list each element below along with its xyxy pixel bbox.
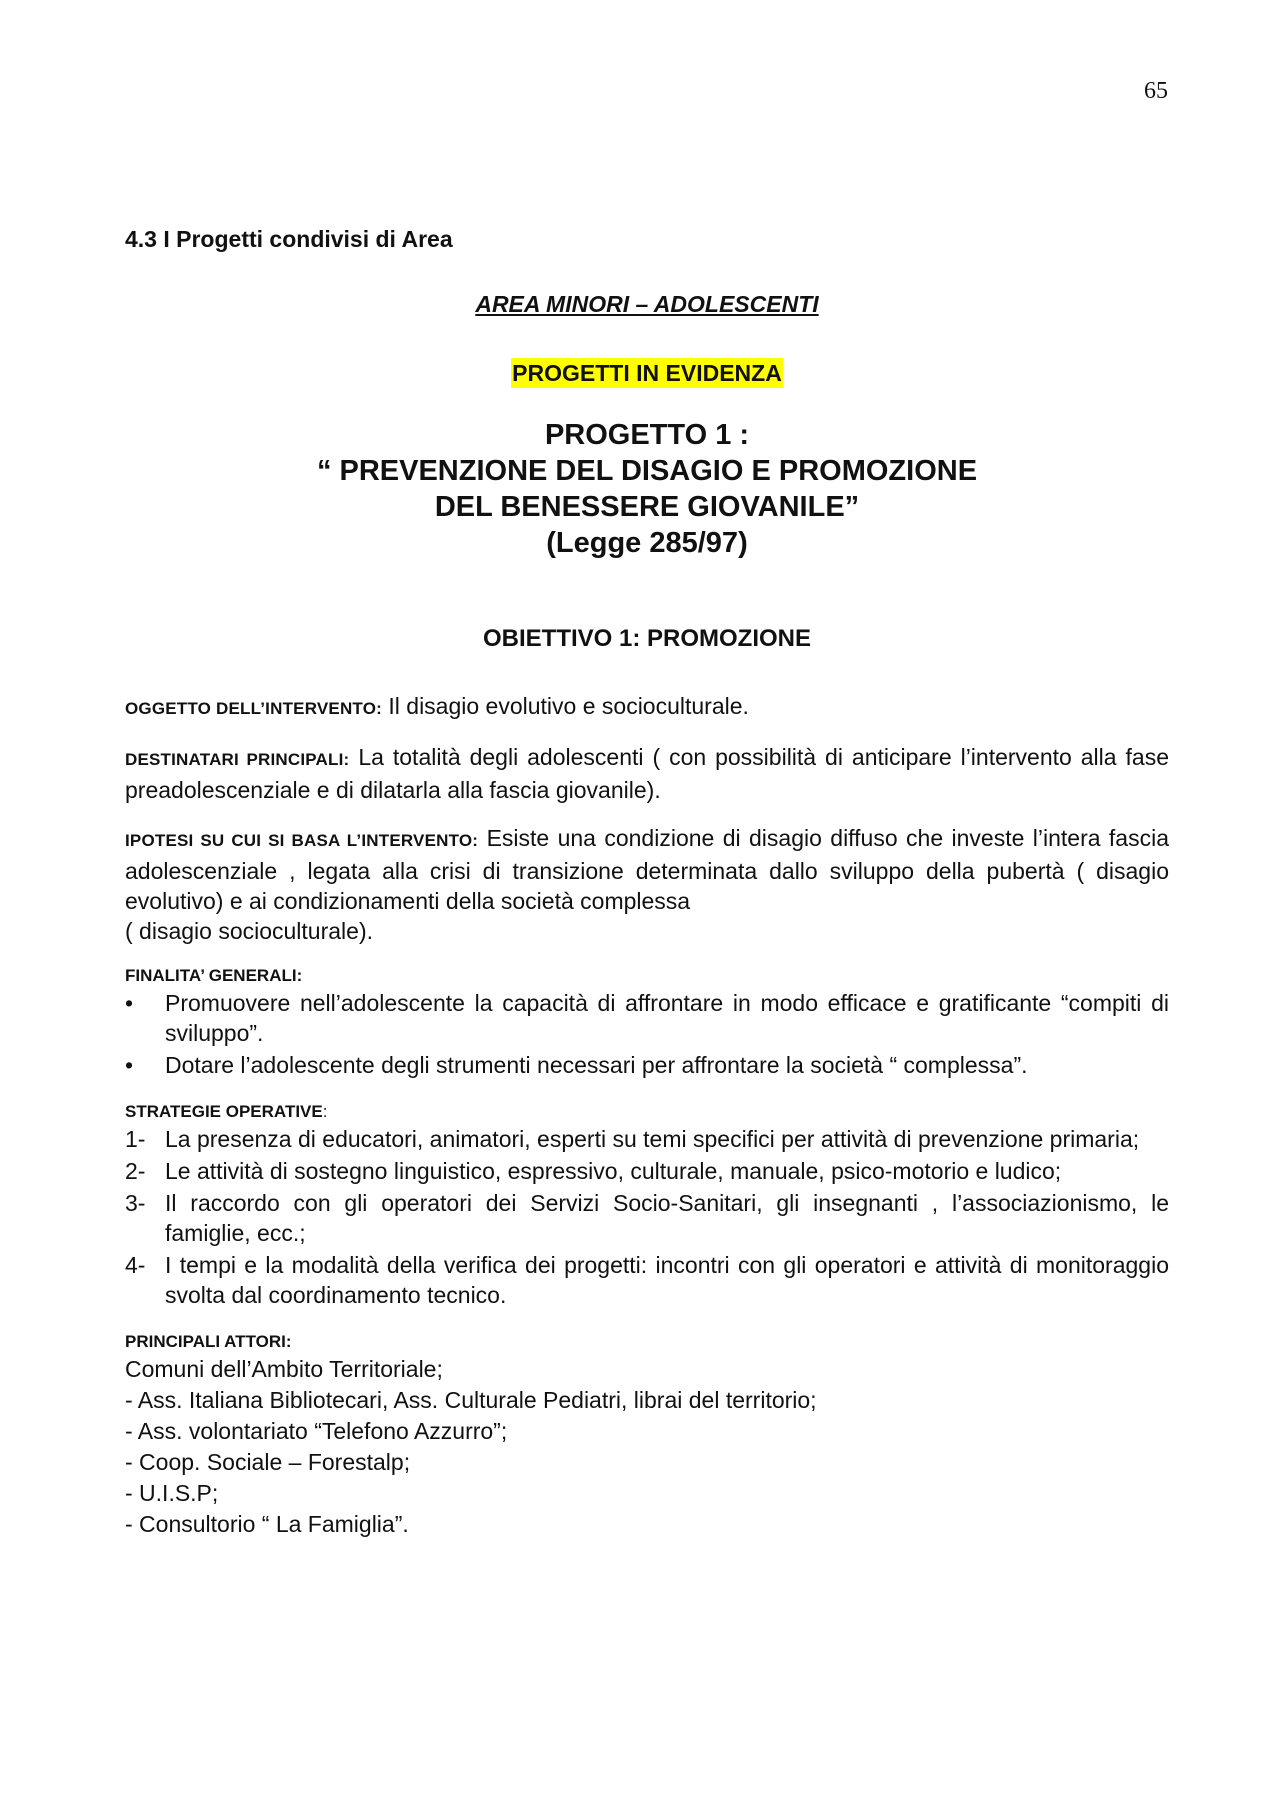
bullet-marker: • (125, 990, 134, 1016)
list-item (125, 1156, 1169, 1186)
list-item: - Coop. Sociale – Forestalp; (125, 1449, 411, 1475)
section-title: 4.3 I Progetti condivisi di Area (125, 226, 453, 252)
list-item (125, 1124, 1169, 1154)
list-item-text: Promuovere nell’adolescente la capacità di affrontare in modo efficace e gratificante “compiti di sviluppo”. (165, 990, 1169, 1046)
list-item (125, 988, 1169, 1048)
oggetto-label: OGGETTO DELL’INTERVENTO: (125, 699, 382, 718)
strategie-label: STRATEGIE OPERATIVE (125, 1102, 323, 1121)
list-item: Comuni dell’Ambito Territoriale; (125, 1356, 443, 1382)
area-title: AREA MINORI – ADOLESCENTI (475, 291, 819, 317)
destinatari-text: La totalità degli adolescenti ( con possibilità di anticipare l’intervento alla fase preadolescenziale e di dilatarla alla fascia giovanile). (125, 744, 1169, 803)
project-title-line: PROGETTO 1 : (544, 419, 750, 451)
list-item: - U.I.S.P; (125, 1480, 219, 1506)
strategie-heading (125, 1102, 1169, 1122)
list-item-text: Dotare l’adolescente degli strumenti necessari per affrontare la società “ complessa”. (165, 1052, 1028, 1078)
destinatari-label: DESTINATARI PRINCIPALI: (125, 750, 350, 769)
page-number: 65 (1144, 78, 1168, 104)
page-content (125, 226, 1169, 1540)
ipotesi-paragraph (125, 823, 1169, 916)
list-item-text: Il raccordo con gli operatori dei Servizi Socio-Sanitari, gli insegnanti , l’associazionismo, le famiglie, ecc.; (165, 1190, 1169, 1246)
list-item (125, 1188, 1169, 1248)
oggetto-paragraph (125, 691, 1169, 724)
list-number: 4- (125, 1252, 146, 1278)
project-title-line: “ PREVENZIONE DEL DISAGIO E PROMOZIONE (316, 455, 978, 487)
project-law: (Legge 285/97) (546, 527, 748, 559)
ipotesi-text-continued: ( disagio socioculturale). (125, 918, 374, 944)
project-title (125, 417, 1169, 561)
oggetto-text: Il disagio evolutivo e socioculturale. (382, 693, 749, 719)
project-title-line: DEL BENESSERE GIOVANILE” (434, 491, 860, 523)
bullet-marker: • (125, 1052, 134, 1078)
finalita-list (125, 988, 1169, 1080)
evidence-heading (125, 360, 1169, 387)
list-item: - Ass. Italiana Bibliotecari, Ass. Culturale Pediatri, librai del territorio; (125, 1387, 817, 1413)
attori-list (125, 1354, 1169, 1540)
finalita-label: FINALITA’ GENERALI: (125, 966, 303, 985)
strategie-colon: : (322, 1102, 328, 1121)
list-item: - Ass. volontariato “Telefono Azzurro”; (125, 1418, 508, 1444)
attori-label: PRINCIPALI ATTORI: (125, 1332, 292, 1351)
objective-title: OBIETTIVO 1: PROMOZIONE (482, 625, 812, 652)
strategie-list (125, 1124, 1169, 1310)
ipotesi-text: Esiste una condizione di disagio diffuso che investe l’intera fascia adolescenziale , legata alla crisi di transizione determinata dallo sviluppo della pubertà ( disagio evolutivo) e ai condizionamenti della società complessa (125, 825, 1169, 914)
evidence-label: PROGETTI IN EVIDENZA (512, 360, 782, 386)
ipotesi-label: IPOTESI SU CUI SI BASA L’INTERVENTO: (125, 831, 479, 850)
list-number: 3- (125, 1190, 146, 1216)
list-item-text: Le attività di sostegno linguistico, espressivo, culturale, manuale, psico-motorio e ludico; (165, 1158, 1062, 1184)
list-number: 1- (125, 1126, 146, 1152)
list-item (125, 1250, 1169, 1310)
list-item: - Consultorio “ La Famiglia”. (125, 1511, 409, 1537)
list-item-text: I tempi e la modalità della verifica dei progetti: incontri con gli operatori e attività di monitoraggio svolta dal coordinamento tecnico. (165, 1252, 1169, 1308)
list-item (125, 1050, 1169, 1080)
list-item-text: La presenza di educatori, animatori, esperti su temi specifici per attività di prevenzione primaria; (165, 1126, 1140, 1152)
destinatari-paragraph (125, 742, 1169, 805)
list-number: 2- (125, 1158, 146, 1184)
